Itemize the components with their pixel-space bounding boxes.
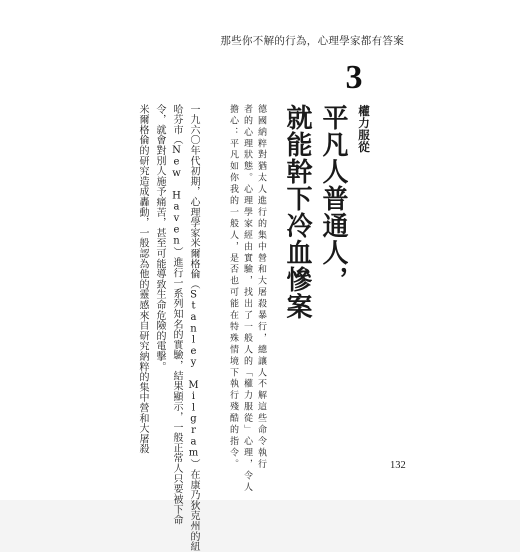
chapter-number: 3: [345, 59, 363, 96]
body-line-2: 哈芬市（New Haven）進行一系列知名的實驗，結果顯示，一般正常人只要被下命: [171, 104, 182, 525]
intro-line-1: 德國納粹對猶太人進行的集中營和大屠殺暴行，總讓人不解這些命令執行: [256, 104, 266, 471]
chapter-label: 權力服從: [357, 105, 371, 153]
body-line-4: 米爾格倫的研究造成轟動，一般認為他的靈感來自研究納粹的集中營和大屠殺: [137, 104, 148, 455]
running-header: 那些你不解的行為，心理學家都有答案: [220, 35, 404, 47]
page-number: 132: [390, 460, 406, 471]
body-line-3: 令，就會對別人施予痛苦，甚至可能導致生命危險的電擊。: [154, 104, 165, 372]
intro-line-3: 擔心：平凡如你我的一般人，是否也可能在特殊情境下執行殘酷的指令。: [228, 104, 238, 471]
body-line-1: 一九六〇年代初期，心理學家米爾格倫（Stanley Milgram）在康乃狄克州的紐: [188, 104, 199, 552]
intro-line-2: 者的心理狀態。心理學家經由實驗，找出了一般人的「權力服從」心理，令人: [242, 104, 252, 494]
chapter-title-line-1: 平凡人普通人，: [318, 104, 348, 293]
chapter-title-line-2: 就能幹下冷血慘案: [282, 104, 312, 320]
